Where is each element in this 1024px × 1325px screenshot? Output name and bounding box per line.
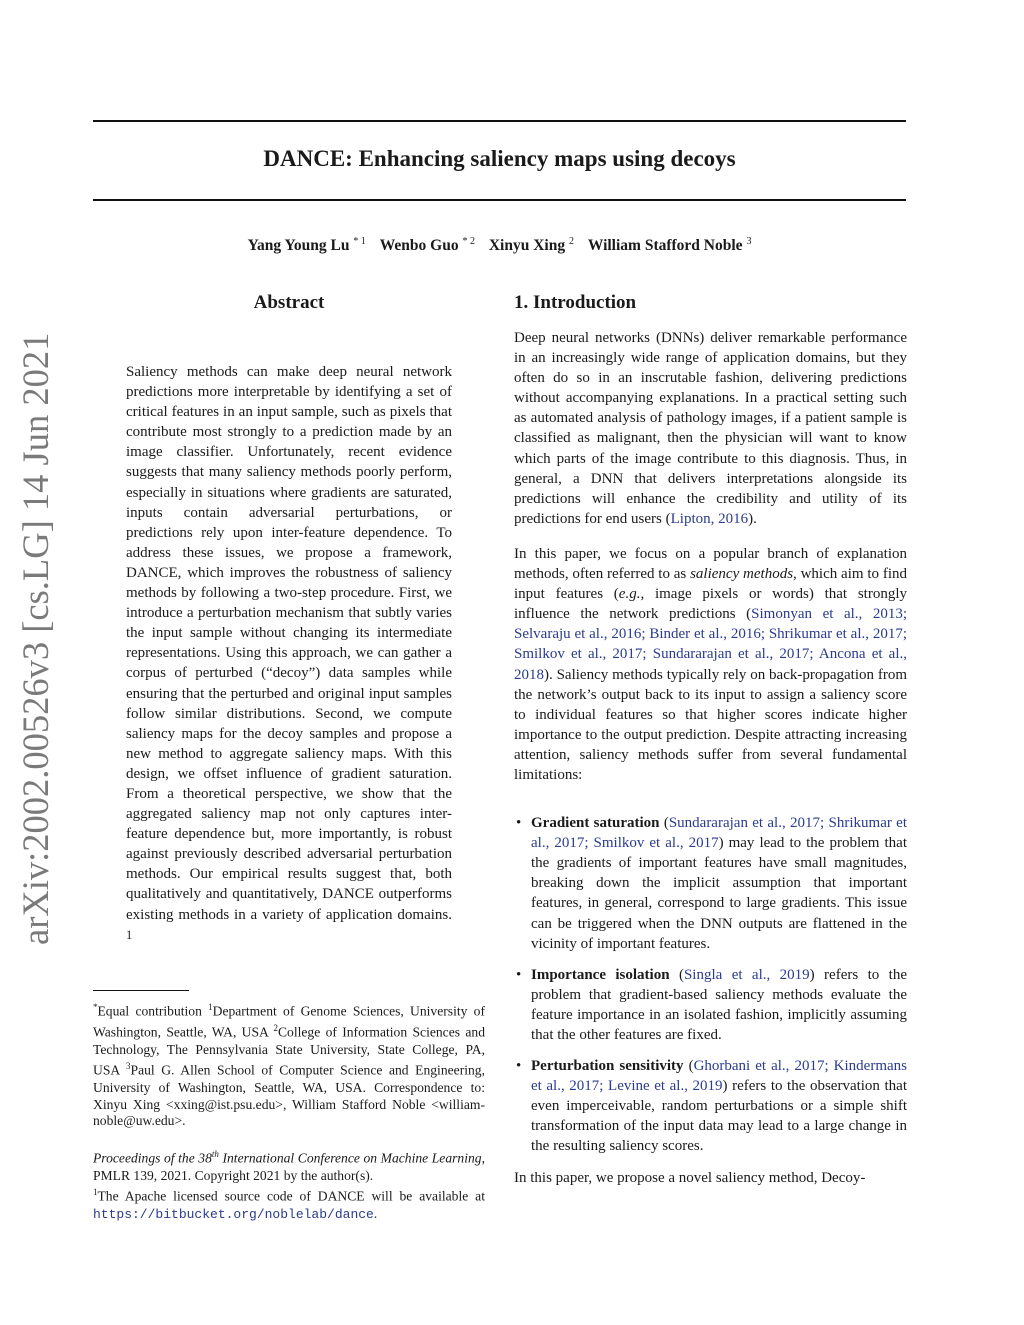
paragraph-text: ) may lead to the problem that the gradients of important features have small magnitudes, breaking down the implicit assumption that important features, in general, correspond to large gradients. This issue can be triggered when the DNN outputs are flattened in the vicinity of important features. [531, 835, 907, 952]
footnote-mark: 1 [208, 1002, 213, 1012]
footnote-text: Equal contribution [97, 1003, 209, 1019]
author-affiliation-mark: * 1 [353, 236, 366, 247]
title-bottom-rule [93, 199, 906, 201]
intro-paragraph: In this paper, we propose a novel saliency method, Decoy- [514, 1169, 866, 1186]
paragraph-text: , which aim to find input features ( [514, 566, 907, 603]
footnote-text: International Conference on Machine Learning [218, 1150, 482, 1166]
footnote-mark: 3 [126, 1061, 131, 1072]
list-item [514, 813, 907, 954]
author [588, 237, 752, 254]
author-affiliation-mark: 2 [568, 236, 574, 247]
abstract-heading: Abstract [253, 292, 325, 313]
paragraph-text: ( [659, 815, 669, 832]
source-code-footnote [93, 1184, 485, 1223]
paragraph-text: ( [669, 966, 684, 983]
author-name: Yang Young Lu [247, 237, 350, 255]
source-code-link[interactable]: https://bitbucket.org/noblelab/dance [93, 1206, 374, 1222]
list-item [514, 1056, 907, 1156]
author-name: Wenbo Guo [379, 237, 459, 255]
paragraph-text: In this paper, we focus on a popular branch of explanation methods, often referred to as [514, 545, 907, 583]
footnotes [93, 990, 485, 1223]
author-affiliation-mark: 3 [746, 236, 752, 247]
footnote-text: . [373, 1205, 378, 1221]
citation-link[interactable]: Lipton, 2016 [670, 510, 749, 527]
abstract-footnote-mark: 1 [126, 927, 133, 942]
introduction-column [514, 290, 907, 1203]
emphasis-term: e.g., [618, 586, 645, 603]
bullet-term: Gradient saturation [531, 815, 660, 832]
citation-link[interactable]: Ghorbani et al., 2017; Kindermans et al., 2017; Levine et al., 2019 [531, 1058, 907, 1095]
author [380, 237, 475, 254]
footnote-text: The Apache licensed source code of DANCE will be available at [97, 1188, 485, 1204]
bullet-term: Perturbation sensitivity [531, 1058, 684, 1075]
intro-paragraph [514, 328, 907, 529]
author-name: William Stafford Noble [587, 237, 743, 255]
bullet-term: Importance isolation [531, 966, 670, 983]
introduction-heading: 1. Introduction [514, 292, 637, 313]
footnote-mark: 2 [273, 1023, 278, 1034]
footnote-text: 38 [198, 1150, 212, 1166]
paragraph-text: ). [748, 510, 757, 527]
arxiv-side-stamp: arXiv:2002.00526v3 [cs.LG] 14 Jun 2021 [15, 332, 56, 945]
footnote-mark: 1 [93, 1187, 98, 1198]
list-item [514, 965, 907, 1045]
proceedings-note [93, 1146, 485, 1184]
author [489, 237, 574, 254]
emphasis-term: saliency methods [690, 566, 794, 583]
citation-link[interactable]: Singla et al., 2019 [683, 966, 810, 983]
paragraph-text: ) refers to the problem that gradient-based saliency methods evaluate the feature importance in an isolated fashion, implicitly assuming that the other features are fixed. [531, 966, 907, 1043]
author [248, 237, 366, 254]
abstract-column [126, 290, 452, 966]
abstract-body: Saliency methods can make deep neural network predictions more interpretable by identifying a set of critical features in an input sample, such as pixels that contribute most strongly to a prediction made by an image classifier. Unfortunately, recent evidence suggests that many saliency methods poorly perform, especially in situations where gradients are saturated, inputs contain adversarial perturbations, or predictions rely upon inter-feature dependence. To address these issues, we propose a framework, DANCE, which improves the robustness of saliency methods by following a two-step procedure. First, we introduce a perturbation mechanism that subtly varies the input sample without changing its intermediate representations. Using this approach, we can gather a corpus of perturbed (“decoy”) data samples while ensuring that the perturbed and original input samples follow similar distributions. Second, we compute saliency maps for the decoy samples and propose a new method to aggregate saliency maps. With this design, we offset influence of gradient saturation. From a theoretical perspective, we show that the aggregated saliency map not only captures inter-feature dependence but, more importantly, is robust against previously described adversarial perturbation methods. Our empirical results suggest that, both qualitatively and quantitatively, DANCE outperforms existing methods in a variety of application domains. [126, 364, 452, 923]
abstract-text [126, 362, 452, 951]
affiliations-footnote [93, 999, 485, 1130]
footnote-rule [93, 990, 189, 991]
paragraph-text: ( [683, 1058, 694, 1075]
citation-link[interactable]: Sundararajan et al., 2017; Shrikumar et al., 2017; Smilkov et al., 2017 [531, 815, 907, 852]
paragraph-text: image pixels or words) that strongly influence the network predictions ( [514, 586, 907, 623]
limitations-list [514, 813, 907, 1157]
footnote-text: Proceedings of the [93, 1150, 199, 1166]
title-top-rule [93, 120, 906, 122]
paragraph-text: Deep neural networks (DNNs) deliver remarkable performance in an increasingly wide range of application domains, but they often do so in an inscrutable fashion, delivering predictions without accompanying explanations. In a practical setting such as automated analysis of pathology images, if a patient sample is classified as malignant, then the physician will want to know which parts of the image contribute to this diagnosis. Thus, in general, a DNN that delivers interpretations alongside its predictions will enhance the credibility and utility of its predictions for end users ( [514, 330, 907, 527]
footnote-text: th [211, 1149, 219, 1160]
citation-link[interactable]: Simonyan et al., 2013; Selvaraju et al., 2016; Binder et al., 2016; Shrikumar et al., 2017; Smilkov et al., 2017; Sundararajan et al., 2017; Ancona et al., 2018 [514, 606, 907, 683]
footnote-text: Department of Genome Sciences, University of Washington, Seattle, WA, USA [93, 1003, 485, 1040]
footnote-text: College of Information Sciences and Technology, The Pennsylvania State University, State College, PA, USA [93, 1024, 485, 1078]
paragraph-text: ) refers to the observation that even imperceivable, random perturbations or a simple shift transformation of the input data may lead to a large change in the resulting saliency scores. [531, 1078, 907, 1155]
paragraph-text: ). Saliency methods typically rely on back-propagation from the network’s output back to its input to assign a saliency score to individual features so that higher scores indicate higher importance to the output prediction. Despite attracting increasing attention, saliency methods suffer from several fundamental limitations: [514, 666, 907, 783]
paper-title: DANCE: Enhancing saliency maps using decoys [263, 146, 736, 171]
author-name: Xinyu Xing [488, 237, 566, 255]
footnote-text: , PMLR 139, 2021. Copyright 2021 by the author(s). [93, 1150, 485, 1183]
footnote-mark: * [93, 1002, 98, 1012]
footnote-text: Paul G. Allen School of Computer Science and Engineering, University of Washington, Seattle, WA, USA. Correspondence to: Xinyu Xing <xxing@ist.psu.edu>, William Stafford Noble <william-noble@uw.edu>. [93, 1062, 485, 1129]
author-list [93, 236, 906, 255]
author-affiliation-mark: * 2 [462, 236, 475, 247]
intro-paragraph [514, 544, 907, 785]
